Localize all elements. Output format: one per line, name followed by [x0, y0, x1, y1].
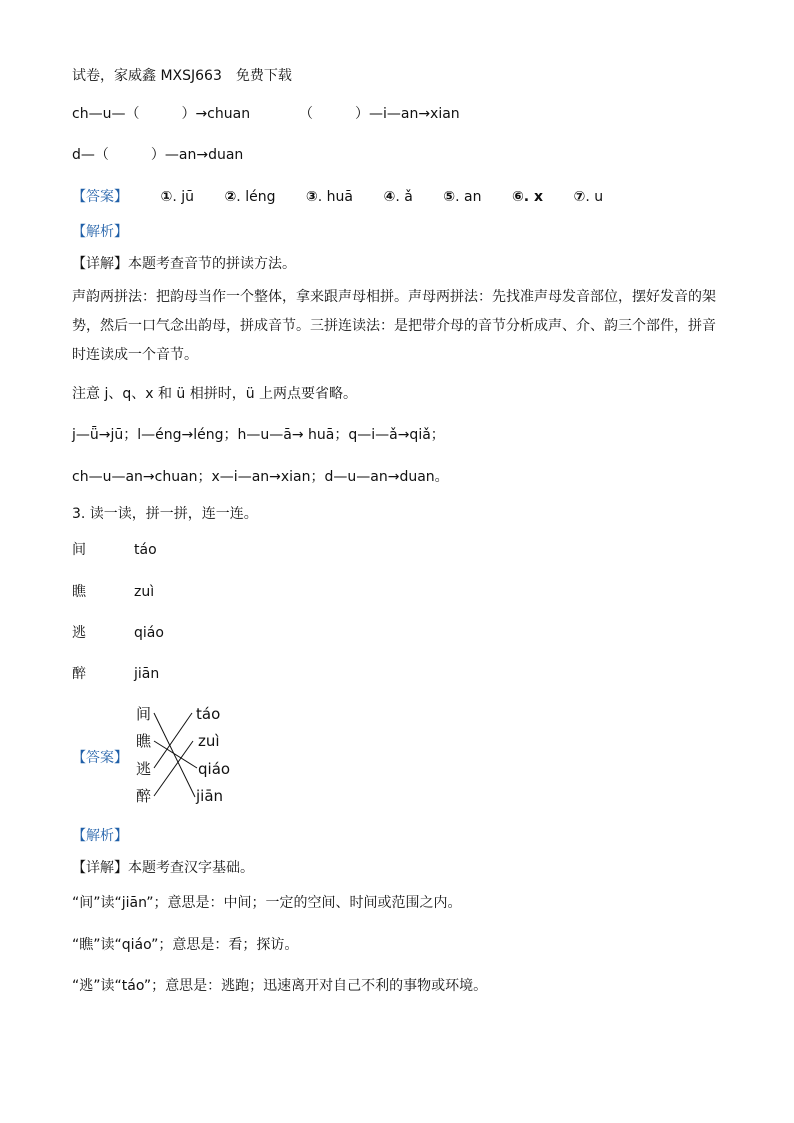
matching-diagram	[130, 700, 250, 810]
exercise-row-1	[72, 104, 460, 124]
diagram-pinyin: jiān	[196, 787, 224, 805]
match-pinyin: qiáo	[134, 625, 164, 641]
diagram-pinyin: qiáo	[198, 760, 231, 778]
diagram-char: 醉	[136, 787, 152, 805]
answer-option: ①. jū	[160, 189, 194, 205]
match-pinyin: zuì	[134, 584, 155, 600]
analysis-label-2: 【解析】	[72, 828, 128, 844]
answer-line-1	[72, 187, 629, 207]
spelling-line-2: ch—u—an→chuan；x—i—an→xian；d—u—an→duan。	[72, 469, 449, 485]
question-3-title: 3. 读一读，拼一拼，连一连。	[72, 506, 258, 522]
match-row	[72, 540, 86, 560]
answer-option: ②. léng	[224, 189, 276, 205]
match-row	[72, 582, 86, 602]
match-char: 间	[72, 542, 86, 558]
match-row	[72, 664, 86, 684]
detail-line-2	[72, 858, 254, 878]
explanation-line: “逃”读“táo”；意思是：逃跑；迅速离开对自己不利的事物或环境。	[72, 978, 488, 994]
detail-text: 本题考查音节的拼读方法。	[128, 256, 296, 272]
detail-label: 【详解】	[72, 860, 128, 876]
match-row	[72, 623, 86, 643]
answer-label-2: 【答案】	[72, 750, 128, 766]
note-line: 注意 j、q、x 和 ü 相拼时，ü 上两点要省略。	[72, 386, 358, 402]
diagram-char: 逃	[136, 760, 152, 778]
detail-label: 【详解】	[72, 256, 128, 272]
analysis-label: 【解析】	[72, 224, 128, 240]
diagram-char: 间	[136, 705, 152, 723]
answer-label: 【答案】	[72, 189, 128, 205]
answer-option: ⑦. u	[573, 189, 604, 205]
answer-option: ④. ǎ	[383, 189, 413, 205]
header-line: 试卷，家威鑫 MXSJ663 免费下载	[72, 68, 292, 84]
connector-line	[154, 713, 192, 768]
connector-line	[154, 741, 193, 796]
exercise-row-1-left: ch—u—（ ）→chuan	[72, 106, 251, 122]
match-pinyin: jiān	[134, 666, 160, 682]
connector-lines	[154, 713, 197, 797]
answer-option: ⑥. x	[511, 189, 544, 205]
connector-line	[154, 713, 195, 797]
diagram-pinyin: táo	[196, 705, 221, 723]
explanation-line: “瞧”读“qiáo”；意思是：看；探访。	[72, 937, 299, 953]
answer-option: ③. huā	[305, 189, 354, 205]
match-pinyin: táo	[134, 542, 157, 558]
answer-option: ⑤. an	[443, 189, 482, 205]
detail-line-1	[72, 254, 296, 274]
detail-text: 本题考查汉字基础。	[128, 860, 254, 876]
spelling-line-1: j—ǖ→jū；l—éng→léng；h—u—ā→ huā；q—i—ǎ→qiǎ；	[72, 427, 445, 443]
match-char: 瞧	[72, 584, 86, 600]
exercise-row-2: d—（ ）—an→duan	[72, 147, 244, 163]
match-char: 逃	[72, 625, 86, 641]
method-paragraph: 声韵两拼法：把韵母当作一个整体，拿来跟声母相拼。声母两拼法：先找准声母发音部位，摆好发音的架势，然后一口气念出韵母，拼成音节。三拼连读法：是把带介母的音节分析成声、介、韵三个部件，拼音时连读成一个音节。	[72, 289, 716, 363]
exercise-row-1-right: （ ）—i—an→xian	[298, 106, 460, 122]
explanation-line: “间”读“jiān”；意思是：中间；一定的空间、时间或范围之内。	[72, 895, 462, 911]
diagram-pinyin: zuì	[198, 732, 220, 750]
match-char: 醉	[72, 666, 86, 682]
diagram-char: 瞧	[136, 732, 152, 750]
